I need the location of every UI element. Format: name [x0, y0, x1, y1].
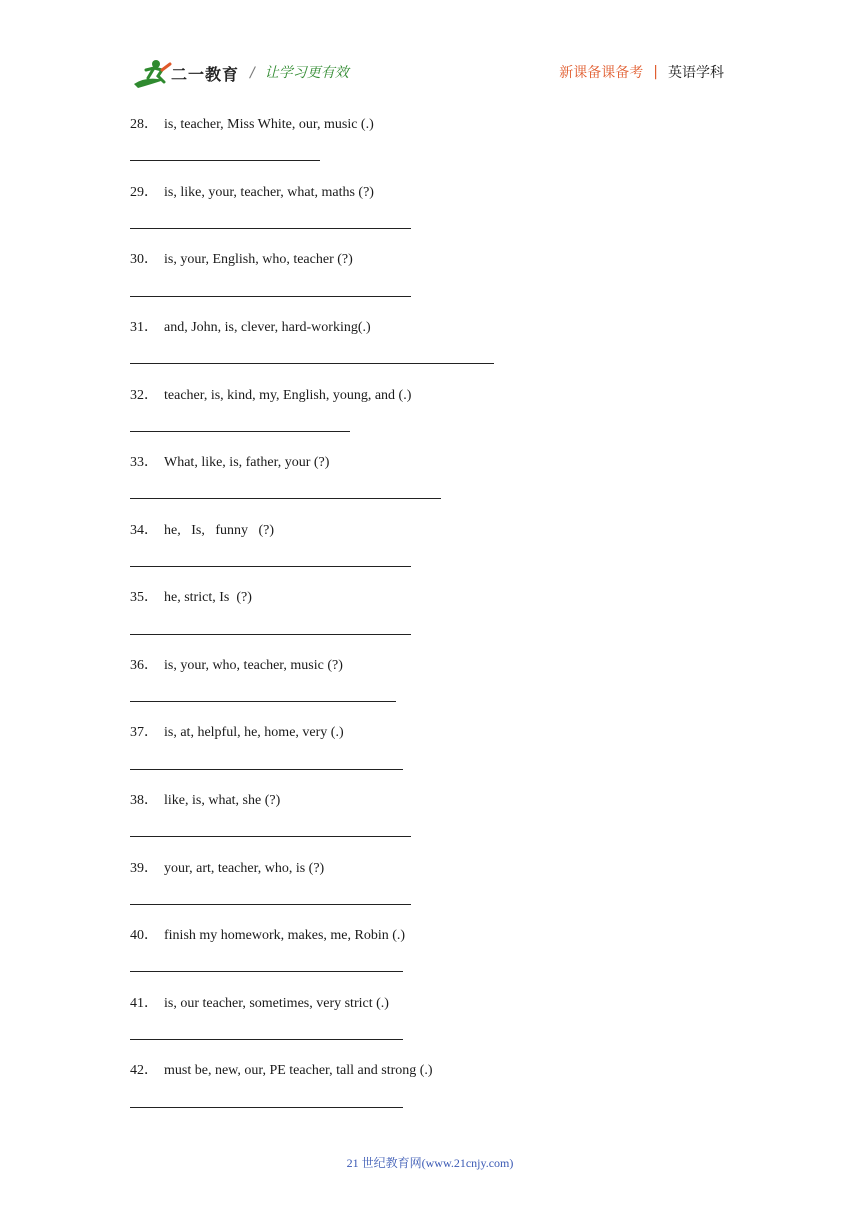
header-course-label: 新课备课备考: [559, 65, 644, 81]
answer-line-28[interactable]: [130, 160, 320, 161]
answer-line-36[interactable]: [130, 701, 396, 702]
question-35: 35． he, strict, Is (?): [130, 590, 252, 605]
question-31: 31． and, John, is, clever, hard-working(.): [130, 320, 371, 335]
header-subject-label: 英语学科: [668, 65, 724, 81]
header-right: [559, 62, 724, 82]
slogan-text: 让学习更有效: [264, 65, 349, 81]
question-34: 34． he, Is, funny (?): [130, 523, 275, 538]
question-32: 32． teacher, is, kind, my, English, young, and (.): [130, 388, 412, 403]
answer-line-30[interactable]: [130, 296, 411, 297]
answer-line-32[interactable]: [130, 431, 350, 432]
answer-line-42[interactable]: [130, 1107, 403, 1108]
answer-line-39[interactable]: [130, 904, 411, 905]
question-39: 39． your, art, teacher, who, is (?): [130, 861, 325, 876]
question-36: 36． is, your, who, teacher, music (?): [130, 658, 343, 673]
answer-line-35[interactable]: [130, 634, 411, 635]
answer-line-41[interactable]: [130, 1039, 403, 1040]
answer-line-34[interactable]: [130, 566, 411, 567]
answer-line-38[interactable]: [130, 836, 411, 837]
question-30: 30． is, your, English, who, teacher (?): [130, 252, 353, 267]
question-42: 42． must be, new, our, PE teacher, tall and strong (.): [130, 1063, 433, 1078]
question-28: 28． is, teacher, Miss White, our, music (.): [130, 117, 374, 132]
page-header: [0, 0, 860, 100]
question-33: 33． What, like, is, father, your (?): [130, 455, 330, 470]
answer-line-37[interactable]: [130, 769, 403, 770]
question-37: 37． is, at, helpful, he, home, very (.): [130, 725, 344, 740]
slogan: / 让学习更有效: [250, 65, 349, 81]
question-29: 29． is, like, your, teacher, what, maths (?): [130, 185, 374, 200]
question-40: 40． finish my homework, makes, me, Robin (.): [130, 928, 406, 943]
answer-line-33[interactable]: [130, 498, 441, 499]
logo-text: 二一教育: [171, 65, 240, 84]
answer-line-31[interactable]: [130, 363, 494, 364]
page-footer: 21 世纪教育网(www.21cnjy.com): [346, 1156, 514, 1170]
header-separator: |: [653, 64, 658, 80]
question-38: 38． like, is, what, she (?): [130, 793, 281, 808]
answer-line-40[interactable]: [130, 971, 403, 972]
question-41: 41． is, our teacher, sometimes, very strict (.): [130, 996, 389, 1011]
answer-line-29[interactable]: [130, 228, 411, 229]
